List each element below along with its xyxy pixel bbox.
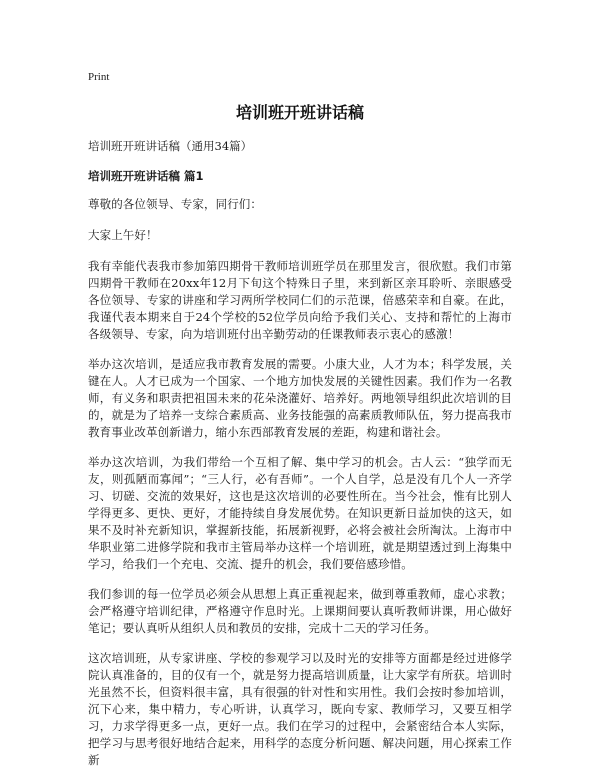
body-paragraph-5: 这次培训班，从专家讲座、学校的参观学习以及时光的安排等方面都是经过进修学院认真准备的，目的仅有一个，就是努力提高培训质量，让大家学有所获。培训时光虽然不长，但资料很丰富，具有很强的针对性和实用性。我们会按时参加培训，沉下心来，集中精力，专心听讲，认真学习，既向专家、教师学习，又要互相学习，力求学得更多一点，更好一点。我们在学习的过程中，会紧密结合本人实际，把学习与思考很好地结合起来，用科学的态度分析问题、解决问题，用心探索工作新 <box>88 651 512 767</box>
body-paragraph-3: 举办这次培训，为我们带给一个互相了解、集中学习的机会。古人云：“独学而无友，则孤陋而寡闻”；“三人行，必有吾师”。一个人自学，总是没有几个人一齐学习、切磋、交流的效果好，这也是这次培训的必要性所在。当今社会，惟有比别人学得更多、更快、更好，才能持续自身发展优势。在知识更新日益加快的这天，如果不及时补充新知识，掌握新技能，拓展新视野，必将会被社会所淘汰。上海市中华职业第二进修学院和我市主管局举办这样一个培训班，就是期望透过到上海集中学习，给我们一个充电、交流、提升的机会，我们要倍感珍惜。 <box>88 455 512 571</box>
section-heading: 培训班开班讲话稿 篇1 <box>88 169 204 183</box>
greeting-paragraph: 大家上午好！ <box>88 228 158 242</box>
salutation-paragraph: 尊敬的各位领导、专家，同行们： <box>88 197 262 211</box>
print-label: Print <box>88 71 110 83</box>
body-paragraph-2: 举办这次培训，是适应我市教育发展的需要。小康大业，人才为本；科学发展，关键在人。人才已成为一个国家、一个地方加快发展的关键性因素。我们作为一名教师，有义务和职责把祖国未来的花朵浇灌好、培养好。两地领导组织此次培训的目的，就是为了培养一支综合素质高、业务技能强的高素质教师队伍，努力提高我市教育事业改革创新谱力，缩小东西部教育发展的差距，构建和谐社会。 <box>88 357 512 439</box>
body-paragraph-1: 我有幸能代表我市参加第四期骨干教师培训班学员在那里发言，很欣慰。我们市第四期骨干教师在20xx年12月下旬这个特殊日子里，来到新区亲耳聆听、亲眼感受各位领导、专家的讲座和学习两所学校同仁们的示范课，倍感荣幸和自豪。在此，我谨代表本期来自于24个学校的52位学员向给予我们关心、支持和帮忙的上海市各级领导、专家，向为培训班付出辛勤劳动的任课教师表示衷心的感激！ <box>88 259 512 341</box>
document-subtitle: 培训班开班讲话稿（通用34篇） <box>88 139 253 153</box>
body-paragraph-4: 我们参训的每一位学员必须会从思想上真正重视起来，做到尊重教师，虚心求教；会严格遵守培训纪律，严格遵守作息时光。上课期间要认真听教师讲课，用心做好笔记；要认真听从组织人员和教员的安排，完成十二天的学习任务。 <box>88 587 512 635</box>
document-title: 培训班开班讲话稿 <box>235 103 364 122</box>
